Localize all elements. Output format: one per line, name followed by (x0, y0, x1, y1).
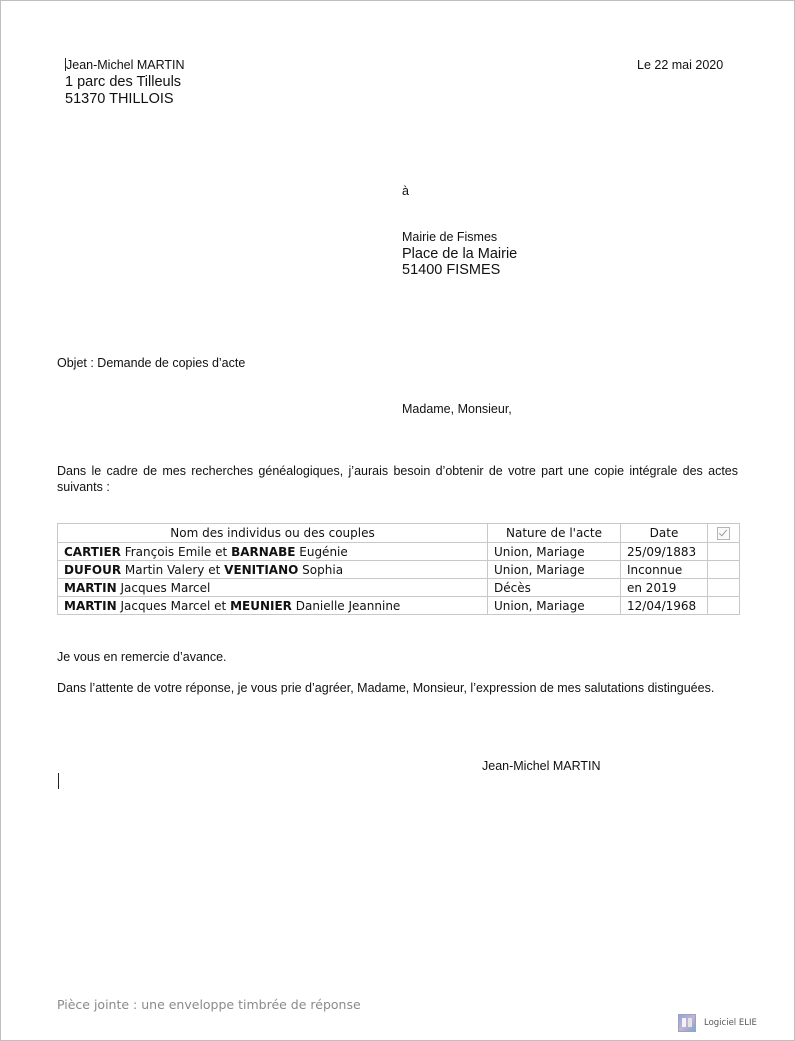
person1-last: MARTIN (64, 580, 117, 595)
person2-first: Eugénie (299, 544, 348, 559)
person2-last: MEUNIER (230, 598, 292, 613)
names-cell (58, 543, 488, 561)
nature-cell: Union, Mariage (488, 543, 621, 561)
letter-subject: Objet : Demande de copies d’acte (57, 356, 246, 370)
select-cell[interactable] (708, 597, 740, 615)
person1-first: Jacques Marcel (120, 598, 211, 613)
person1-first: Jacques Marcel (120, 580, 211, 595)
names-cell (58, 597, 488, 615)
person1-last: DUFOUR (64, 562, 122, 577)
table-row[interactable] (58, 579, 740, 597)
person2-last: BARNABE (231, 544, 296, 559)
sender-name: Jean-Michel MARTIN (66, 58, 185, 72)
nature-cell: Union, Mariage (488, 597, 621, 615)
nature-cell: Décès (488, 579, 621, 597)
select-all-checkbox-icon[interactable] (717, 527, 730, 540)
table-row[interactable] (58, 543, 740, 561)
elie-logo-icon (678, 1014, 696, 1032)
recipient-street: Place de la Mairie (402, 246, 518, 262)
person1-first: Martin Valery (124, 562, 205, 577)
person2-last: VENITIANO (224, 562, 299, 577)
recipient-name: Mairie de Fismes (402, 230, 498, 244)
intro-paragraph: Dans le cadre de mes recherches généalogiques, j’aurais besoin d’obtenir de votre part une copie intégrale des actes suivants : (57, 464, 738, 494)
thanks-line: Je vous en remercie d’avance. (57, 650, 227, 664)
joiner: et (215, 544, 228, 559)
sender-city: 51370 THILLOIS (65, 91, 174, 107)
header-nature: Nature de l'acte (488, 524, 621, 543)
select-cell[interactable] (708, 561, 740, 579)
letter-date: Le 22 mai 2020 (637, 58, 724, 72)
date-cell: en 2019 (621, 579, 708, 597)
header-date: Date (621, 524, 708, 543)
software-label: Logiciel ELIE (704, 1018, 757, 1028)
person2-first: Danielle Jeannine (295, 598, 401, 613)
recipient-to-label: à (402, 184, 409, 198)
date-cell: 12/04/1968 (621, 597, 708, 615)
person1-last: CARTIER (64, 544, 121, 559)
table-row[interactable] (58, 597, 740, 615)
names-cell (58, 579, 488, 597)
person1-last: MARTIN (64, 598, 117, 613)
date-cell: 25/09/1883 (621, 543, 708, 561)
attachment-note: Pièce jointe : une enveloppe timbrée de réponse (57, 997, 361, 1012)
closing-paragraph: Dans l’attente de votre réponse, je vous prie d’agréer, Madame, Monsieur, l’expression de mes salutations distinguées. (57, 681, 715, 695)
recipient-city: 51400 FISMES (402, 262, 501, 278)
signature: Jean-Michel MARTIN (482, 759, 601, 773)
text-cursor (58, 773, 59, 789)
nature-cell: Union, Mariage (488, 561, 621, 579)
table-row[interactable] (58, 561, 740, 579)
select-cell[interactable] (708, 543, 740, 561)
acts-table (57, 523, 740, 615)
table-header-row (58, 524, 740, 543)
names-cell (58, 561, 488, 579)
date-cell: Inconnue (621, 561, 708, 579)
header-names: Nom des individus ou des couples (58, 524, 488, 543)
salutation: Madame, Monsieur, (402, 402, 512, 416)
person1-first: François Emile (124, 544, 212, 559)
person2-first: Sophia (302, 562, 344, 577)
header-select[interactable] (708, 524, 740, 543)
select-cell[interactable] (708, 579, 740, 597)
joiner: et (208, 562, 221, 577)
sender-street: 1 parc des Tilleuls (65, 74, 182, 90)
joiner: et (214, 598, 227, 613)
